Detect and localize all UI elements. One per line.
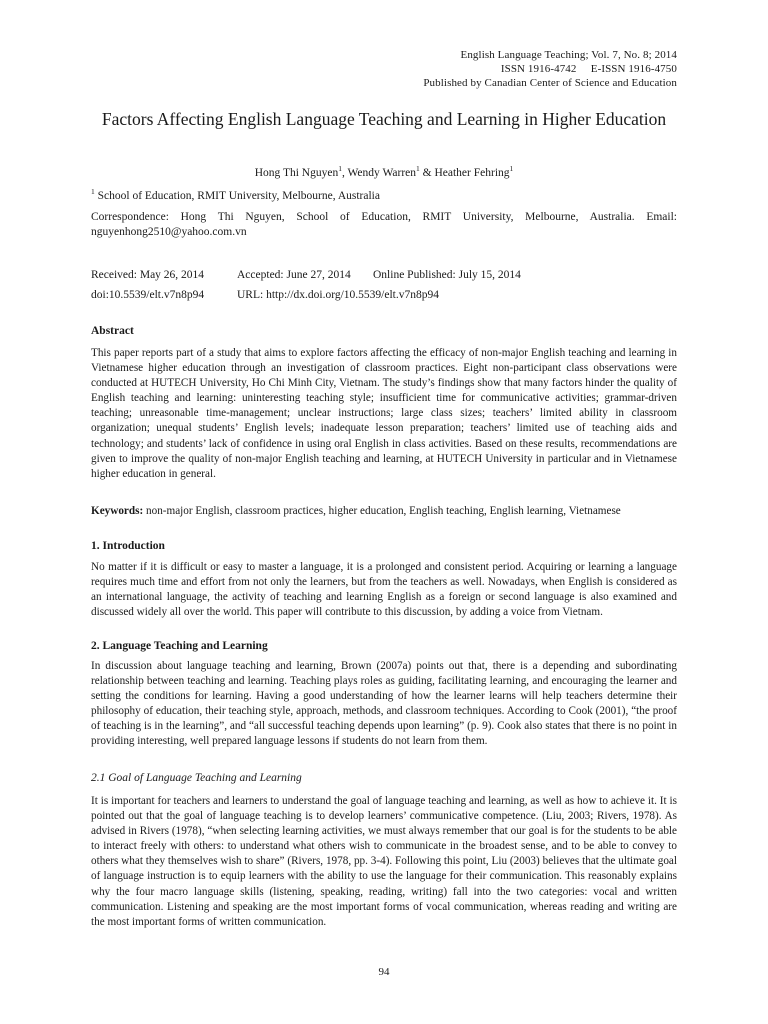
author-affiliation-marker: 1 bbox=[509, 164, 514, 173]
journal-citation: English Language Teaching; Vol. 7, No. 8; 2014 bbox=[460, 49, 677, 61]
author-affiliation-marker: 1 bbox=[338, 164, 342, 173]
correspondence: Correspondence: Hong Thi Nguyen, School of Education, RMIT University, Melbourne, Australia. Email: nguyenhong2510@yahoo.com.vn bbox=[91, 211, 677, 238]
section-heading-language-teaching: 2. Language Teaching and Learning bbox=[91, 640, 268, 652]
received-date: Received: May 26, 2014 bbox=[91, 269, 205, 281]
accepted-date: Accepted: June 27, 2014 bbox=[237, 269, 351, 281]
subsection-heading-goal: 2.1 Goal of Language Teaching and Learning bbox=[91, 772, 302, 784]
page-number: 94 bbox=[378, 966, 390, 978]
affiliation-text: School of Education, RMIT University, Melbourne, Australia bbox=[94, 190, 380, 202]
keywords bbox=[91, 504, 677, 519]
publisher-line: Published by Canadian Center of Science and Education bbox=[423, 77, 677, 89]
paper-title: Factors Affecting English Language Teaching and Learning in Higher Education bbox=[101, 109, 667, 129]
author-separator: , bbox=[341, 167, 348, 179]
keywords-label: Keywords: bbox=[91, 505, 144, 517]
publication-dates bbox=[91, 265, 521, 305]
published-date: Online Published: July 15, 2014 bbox=[373, 269, 521, 281]
abstract-heading: Abstract bbox=[91, 325, 134, 337]
affiliation-marker: 1 bbox=[91, 187, 95, 196]
abstract-text: This paper reports part of a study that aims to explore factors affecting the efficacy of non-major English teaching and learning in Vietnamese higher education through an investigation of classroom practices. Eight non-participant class observations were conducted at HUTECH University, Ho Chi Minh City, Vietnam. The study’s findings show that many factors hinder the quality of English teaching and learning: uninteresting teaching style; insufficient time for communicative activities; grammar-driven teaching; unreasonable time-management; unclear instructions; large class sizes; teachers’ limited ability in classroom organization; unequal students’ English levels; inadequate lesson preparation; teachers’ limited use of teaching aids and technology; and students’ lack of confidence in using oral English in class activities. Based on these results, recommendations are given to improve the quality of non-major English teaching and learning, at HUTECH University in particular and in Vietnamese higher education in general. bbox=[91, 347, 677, 480]
affiliation bbox=[91, 187, 380, 202]
doi: doi:10.5539/elt.v7n8p94 bbox=[91, 289, 205, 301]
keywords-text: non-major English, classroom practices, higher education, English teaching, English learning, Vietnamese bbox=[143, 505, 621, 517]
section-2-text: In discussion about language teaching and learning, Brown (2007a) points out that, there is a depending and subordinating relationship between teaching and learning. Teaching plays roles as guiding, facilitating learning, and encouraging the learner and setting the conditions for learning. Having a good understanding of how the learner learns will help teachers determine their philosophy of education, their teaching style, approach, methods, and classroom techniques. According to Cook (2001), “the proof of teaching is in the learning”, and “all successful teaching depends upon learning” (p. 9). Cook also states that there is no point in providing interesting, well prepared language lessons if students do not learn from them. bbox=[91, 660, 677, 748]
subsection-2-1-text: It is important for teachers and learners to understand the goal of language teaching and learning, as well as how to achieve it. It is pointed out that the goal of language teaching is to develop learners’ communicative competence. (Liu, 2003; Rivers, 1978). As advised in Rivers (1978), “when selecting learning activities, we must always remember that our goal is for the students to be able to interact freely with others: to understand what others wish to communicate in the broadest sense, and to be able to convey to others what they themselves wish to share” (Rivers, 1978, pp. 3-4). Following this point, Liu (2003) believes that the ultimate goal of language instruction is to equip learners with the ability to use the language for their communication. This reasonably explains why the four macro language skills (listening, speaking, reading, writing) fall into the two categories: vocal and written communication. Listening and speaking are the most important forms of vocal communication, whereas reading and writing are the most important forms of written communication. bbox=[91, 795, 677, 928]
author-list bbox=[91, 164, 677, 179]
author-separator: & bbox=[419, 167, 435, 179]
author-name: Heather Fehring bbox=[434, 167, 510, 179]
issn-line: ISSN 1916-4742 E-ISSN 1916-4750 bbox=[500, 63, 677, 75]
author-name: Wendy Warren bbox=[347, 167, 417, 179]
author-name: Hong Thi Nguyen bbox=[254, 167, 339, 179]
paper-page bbox=[91, 0, 677, 1024]
section-heading-introduction: 1. Introduction bbox=[91, 540, 165, 552]
journal-header bbox=[423, 48, 677, 90]
author-affiliation-marker: 1 bbox=[416, 164, 420, 173]
introduction-text: No matter if it is difficult or easy to master a language, it is a prolonged and consistent period. Acquiring or learning a language requires much time and effort from not only the learners, but from the teachers as well. Nowadays, when English is considered as an international language, the activity of teaching and learning English as a foreign or second language is also examined and discussed widely all over the world. This paper will contribute to this discussion, by adding a voice from Vietnam. bbox=[91, 561, 677, 619]
doi-url-link[interactable]: URL: http://dx.doi.org/10.5539/elt.v7n8p94 bbox=[237, 289, 439, 301]
